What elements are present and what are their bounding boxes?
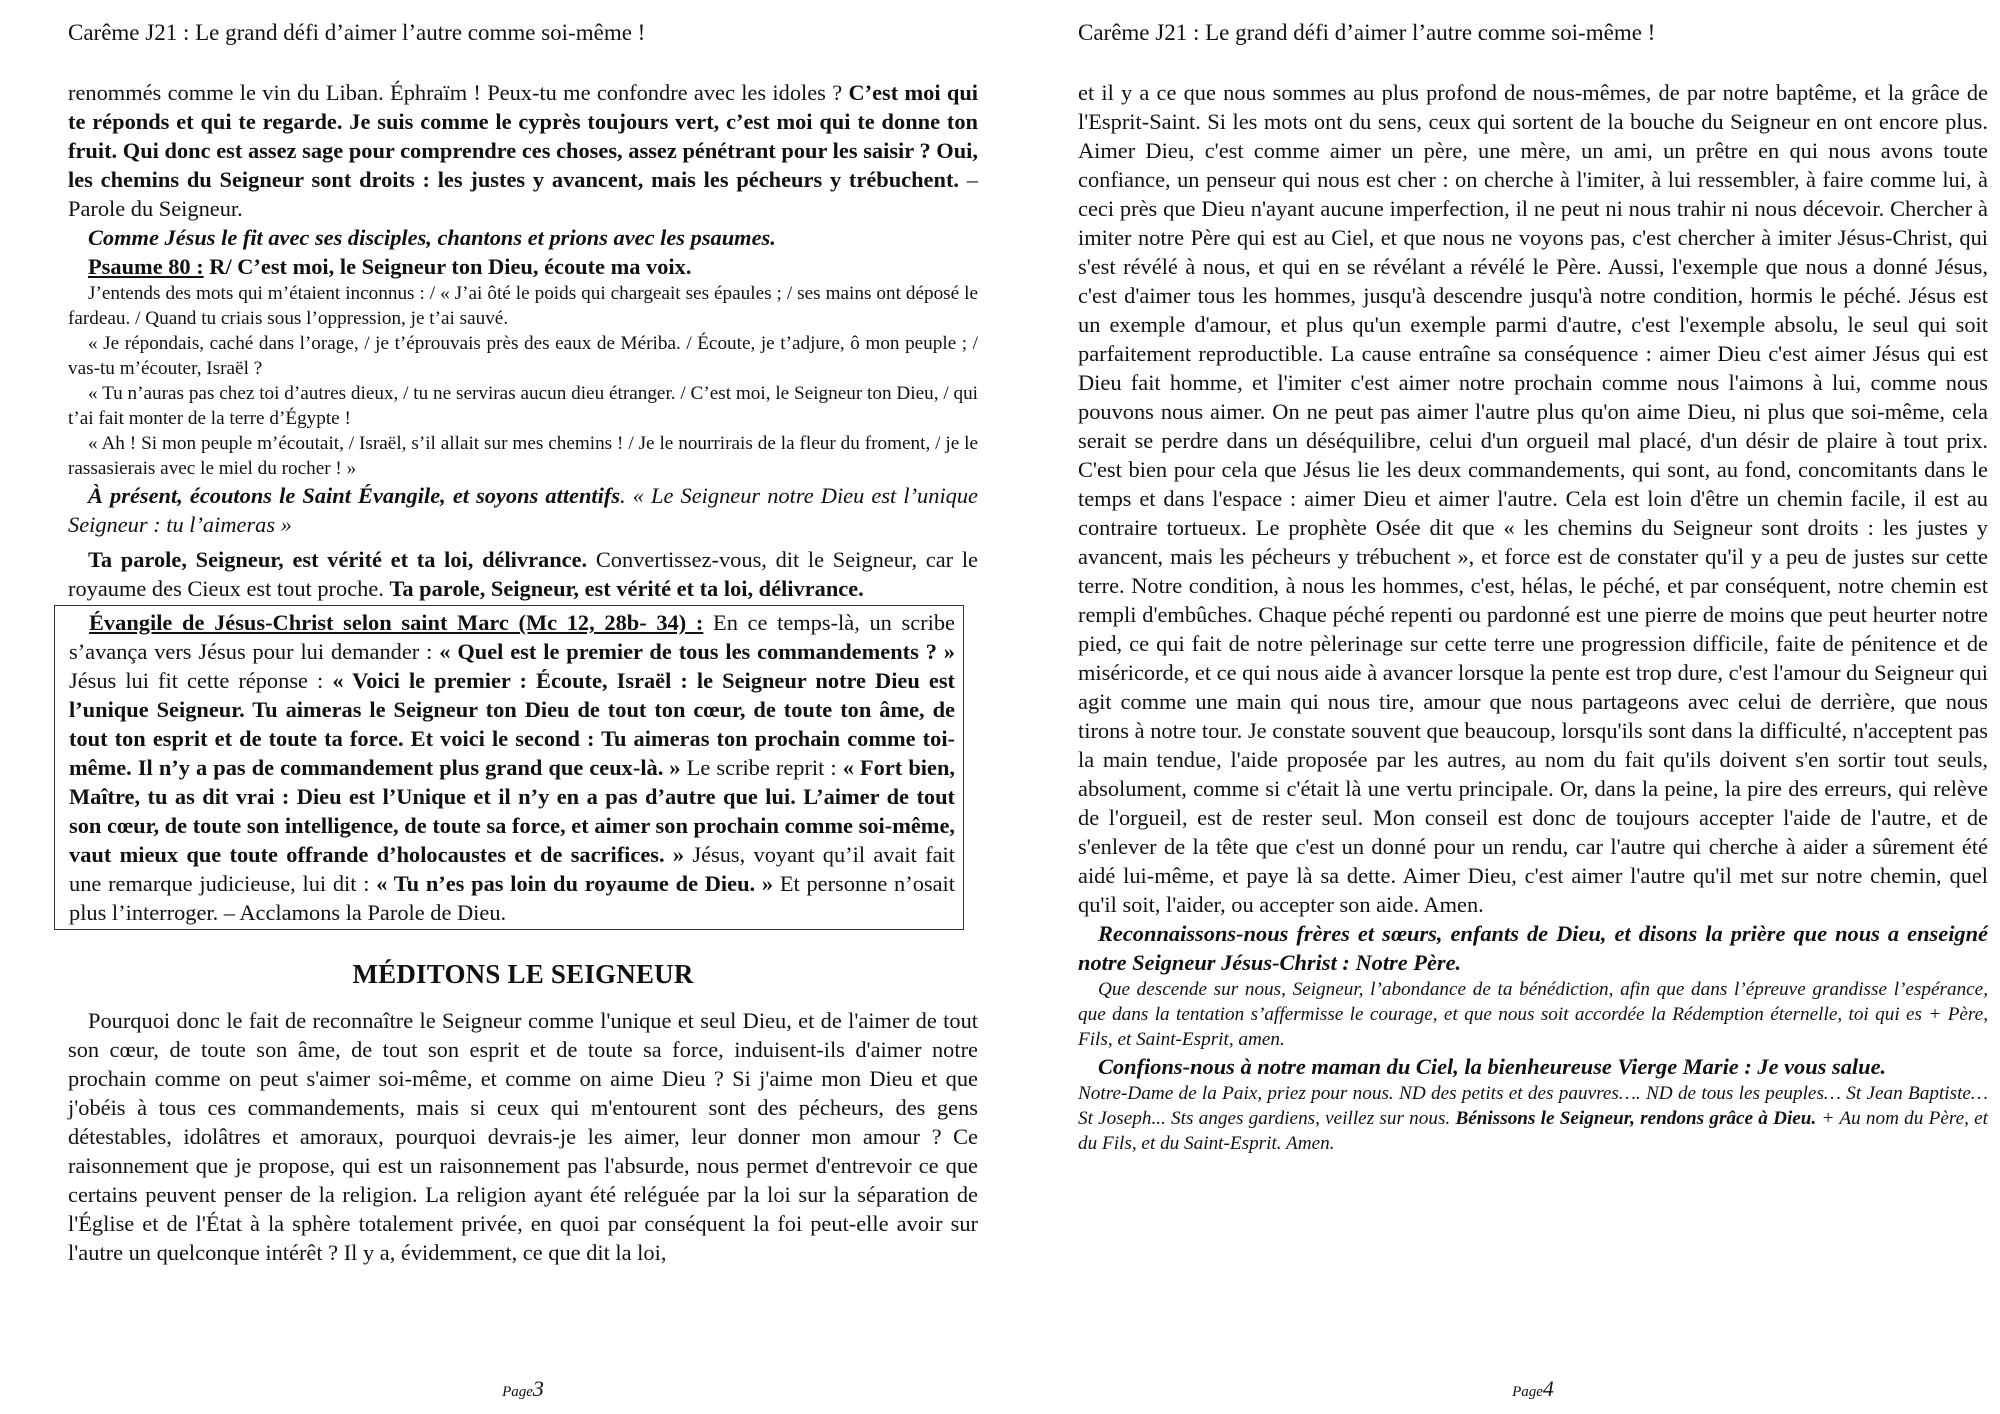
left-page-body [68,78,978,1267]
psalm-refrain: R/ C’est moi, le Seigneur ton Dieu, écoute ma voix. [203,254,692,279]
gospel-box: Évangile de Jésus-Christ selon saint Marc (Mc 12, 28b- 34) : En ce temps-là, un scribe s’avança vers Jésus pour lui demander : « Quel est le premier de tous les commandements ? » Jésus lui fit cette réponse : « Voici le premier : Écoute, Israël : le Seigneur notre Dieu est l’unique Seigneur. Tu aimeras le Seigneur ton Dieu de tout ton cœur, de toute ton âme, de tout ton esprit et de toute ta force. Et voici le second : Tu aimeras ton prochain comme toi-même. Il n’y a pas de commandement plus grand que ceux-là. » Le scribe reprit : « Fort bien, Maître, tu as dit vrai : Dieu est l’Unique et il n’y en a pas d’autre que lui. L’aimer de tout son cœur, de toute son intelligence, de toute sa force, et aimer son prochain comme soi-même, vaut mieux que toute offrande d’holocaustes et de sacrifices. » Jésus, voyant qu’il avait fait une remarque judicieuse, lui dit : « Tu n’es pas loin du royaume de Dieu. » Et personne n’osait plus l’interroger. – Acclamons la Parole de Dieu. [54,605,964,930]
psalm-verse: « Ah ! Si mon peuple m’écoutait, / Israël, s’il allait sur mes chemins ! / Je le nourrirais de la fleur du froment, / je le rassasierais avec le miel du rocher ! » [68,433,978,479]
psalm-verse: « Je répondais, caché dans l’orage, / je t’éprouvais près des eaux de Mériba. / Écoute, je t’adjure, ô mon peuple ; / vas-tu m’écouter, Israël ? [68,333,978,379]
psalm-heading [68,252,978,281]
gospel-acclamation: Ta parole, Seigneur, est vérité et ta loi, délivrance. Convertissez-vous, dit le Seigneur, car le royaume des Cieux est tout proche. Ta parole, Seigneur, est vérité et ta loi, délivrance. [68,547,978,601]
meditation-text: et il y a ce que nous sommes au plus profond de nous-mêmes, de par notre baptême, et la grâce de l'Esprit-Saint. Si les mots ont du sens, ceux qui sortent de la bouche du Seigneur en ont encore plus. Aimer Dieu, c'est comme aimer un père, une mère, un ami, un prêtre en qui nous avons toute confiance, un penseur qui nous est cher : on cherche à l'imiter, à lui ressembler, à faire comme lui, à ceci près que Dieu n'ayant aucune imperfection, il ne peut ni nous trahir ni nous décevoir. Chercher à imiter notre Père qui est au Ciel, et que nous ne voyons pas, c'est chercher à imiter Jésus-Christ, qui s'est révélé à nous, et qui en se révélant a révélé le Père. Aussi, l'exemple que nous a donné Jésus, c'est d'aimer tous les hommes, jusqu'à descendre jusqu'à notre condition, hormis le péché. Jésus est un exemple d'amour, et plus qu'un exemple parmi d'autre, c'est l'exemple absolu, le seul qui soit parfaitement reproductible. La cause entraîne sa conséquence : aimer Dieu c'est aimer Jésus qui est Dieu fait homme, et l'imiter c'est aimer notre prochain comme nous l'aimons à lui, comme nous pouvons nous aimer. On ne peut pas aimer l'autre plus qu'on aime Dieu, ni plus que soi-même, cela serait se perdre dans un déséquilibre, celui d'un orgueil mal placé, d'un désir de plaire à tout prix. C'est bien pour cela que Jésus lie les deux commandements, qui sont, au fond, concomitants dans le temps et dans l'espace : aimer Dieu et aimer l'autre. Cela est loin d'être un chemin facile, il est au contraire tortueux. Le prophète Osée dit que « les chemins du Seigneur sont droits : les justes y avancent, mais les pécheurs y trébuchent », et force est de constater qu'il y a peu de justes sur cette terre. Notre condition, à nous les hommes, c'est, hélas, le péché, et par conséquent, notre chemin est rempli d'embûches. Chaque péché repenti ou pardonné est une pierre de moins que peut heurter notre pied, ce qui fait de notre pèlerinage sur cette terre une progression difficile, faite de pénitence et de miséricorde, et ce qui nous aide à avancer lorsque la pente est trop dure, c'est l'amour du Seigneur qui agit comme une main qui nous tire, amour que nous partageons avec celui de derrière, que nous tirons à notre tour. Je constate souvent que beaucoup, lorsqu'ils sont dans la difficulté, n'acceptent pas la main tendue, l'aide proposée par les autres, au nom du fait qu'ils doivent s'en sortir tout seuls, absolument, comme si c'était là une vertu principale. Or, dans la peine, la pire des erreurs, qui relève de l'orgueil, est de rester seul. Mon conseil est donc de toujours accepter l'aide de l'autre, et de s'enlever de la tête que c'est un donné pour un rendu, car l'autre qui cherche à aider a sûrement été aidé lui-même, et paye là sa dette. Aimer Dieu, c'est aimer l'autre qu'il met sur notre chemin, quel qu'il soit, l'aider, ou accepter son aide. Amen. [1078,80,1988,917]
psalm-intro: Comme Jésus le fit avec ses disciples, chantons et prions avec les psaumes. [88,225,776,250]
psalm-verse: J’entends des mots qui m’étaient inconnus : / « J’ai ôté le poids qui chargeait ses épaules ; / ses mains ont déposé le fardeau. / Quand tu criais sous l’oppression, je t’ai sauvé. [68,283,978,329]
blessing-prayer: Que descende sur nous, Seigneur, l’abondance de ta bénédiction, afin que dans l’épreuve grandisse l’espérance, que dans la tentation s’affermisse le courage, et que nous soit accordée la Rédemption éternelle, toi qui es + Père, Fils, et Saint-Esprit, amen. [1078,979,1988,1050]
section-title: MÉDITONS LE SEIGNEUR [352,959,694,989]
right-page-body [1078,78,1988,1156]
left-page [68,0,978,1414]
meditation-text: Pourquoi donc le fait de reconnaître le Seigneur comme l'unique et seul Dieu, et de l'aimer de tout son cœur, de toute son âme, de tout son esprit et de toute sa force, induisent-ils d'aimer notre prochain comme on peut s'aimer soi-même, et comme on aime Dieu ? Si j'aime mon Dieu et que j'obéis à tous ces commandements, mais si ceux qui m'entourent sont des pécheurs, des gens détestables, idolâtres et amoraux, pourquoi devrais-je les aimer, leur donner mon amour ? Ce raisonnement que je propose, qui est un raisonnement pas l'absurde, nous permet d'entrevoir ce que certains peuvent penser de la religion. La religion ayant été reléguée par la loi sur la séparation de l'Église et de l'État à la sphère totalement privée, en quoi par conséquent la foi peut-elle avoir sur l'autre un quelconque intérêt ? Il y a, évidemment, ce que dit la loi, [68,1008,978,1265]
page-number: Page4 [1512,1376,1554,1401]
psalm-verse: « Tu n’auras pas chez toi d’autres dieux, / tu ne serviras aucun dieu étranger. / C’est moi, le Seigneur ton Dieu, / qui t’ai fait monter de la terre d’Égypte ! [68,383,978,429]
gospel-ref: Évangile de Jésus-Christ selon saint Marc (Mc 12, 28b- 34) : [89,610,704,635]
litany: Notre-Dame de la Paix, priez pour nous. ND des petits et des pauvres…. ND de tous les peuples… St Jean Baptiste… St Joseph... Sts anges gardiens, veillez sur nous. Bénissons le Seigneur, rendons grâce à Dieu. + Au nom du Père, et du Fils, et du Saint-Esprit. Amen. [1078,1083,1988,1154]
right-page [1078,0,1988,1414]
gospel-intro: À présent, écoutons le Saint Évangile, et soyons attentifs. « Le Seigneur notre Dieu est l’unique Seigneur : tu l’aimeras » [68,483,978,537]
page-number: Page3 [502,1376,544,1401]
hail-mary-intro: Confions-nous à notre maman du Ciel, la bienheureuse Vierge Marie : Je vous salue. [1098,1054,1887,1079]
reading-end: renommés comme le vin du Liban. Éphraïm ! Peux-tu me confondre avec les idoles ? C’est moi qui te réponds et qui te regarde. Je suis comme le cyprès toujours vert, c’est moi qui te donne ton fruit. Qui donc est assez sage pour comprendre ces choses, assez pénétrant pour les saisir ? Oui, les chemins du Seigneur sont droits : les justes y avancent, mais les pécheurs y trébuchent. – Parole du Seigneur. [68,80,979,221]
psalm-ref: Psaume 80 : [88,254,204,279]
page-header: Carême J21 : Le grand défi d’aimer l’autre comme soi-même ! [1078,20,1656,45]
page-header: Carême J21 : Le grand défi d’aimer l’autre comme soi-même ! [68,20,646,45]
lords-prayer-intro: Reconnaissons-nous frères et sœurs, enfants de Dieu, et disons la prière que nous a enseigné notre Seigneur Jésus-Christ : Notre Père. [1078,921,1988,975]
